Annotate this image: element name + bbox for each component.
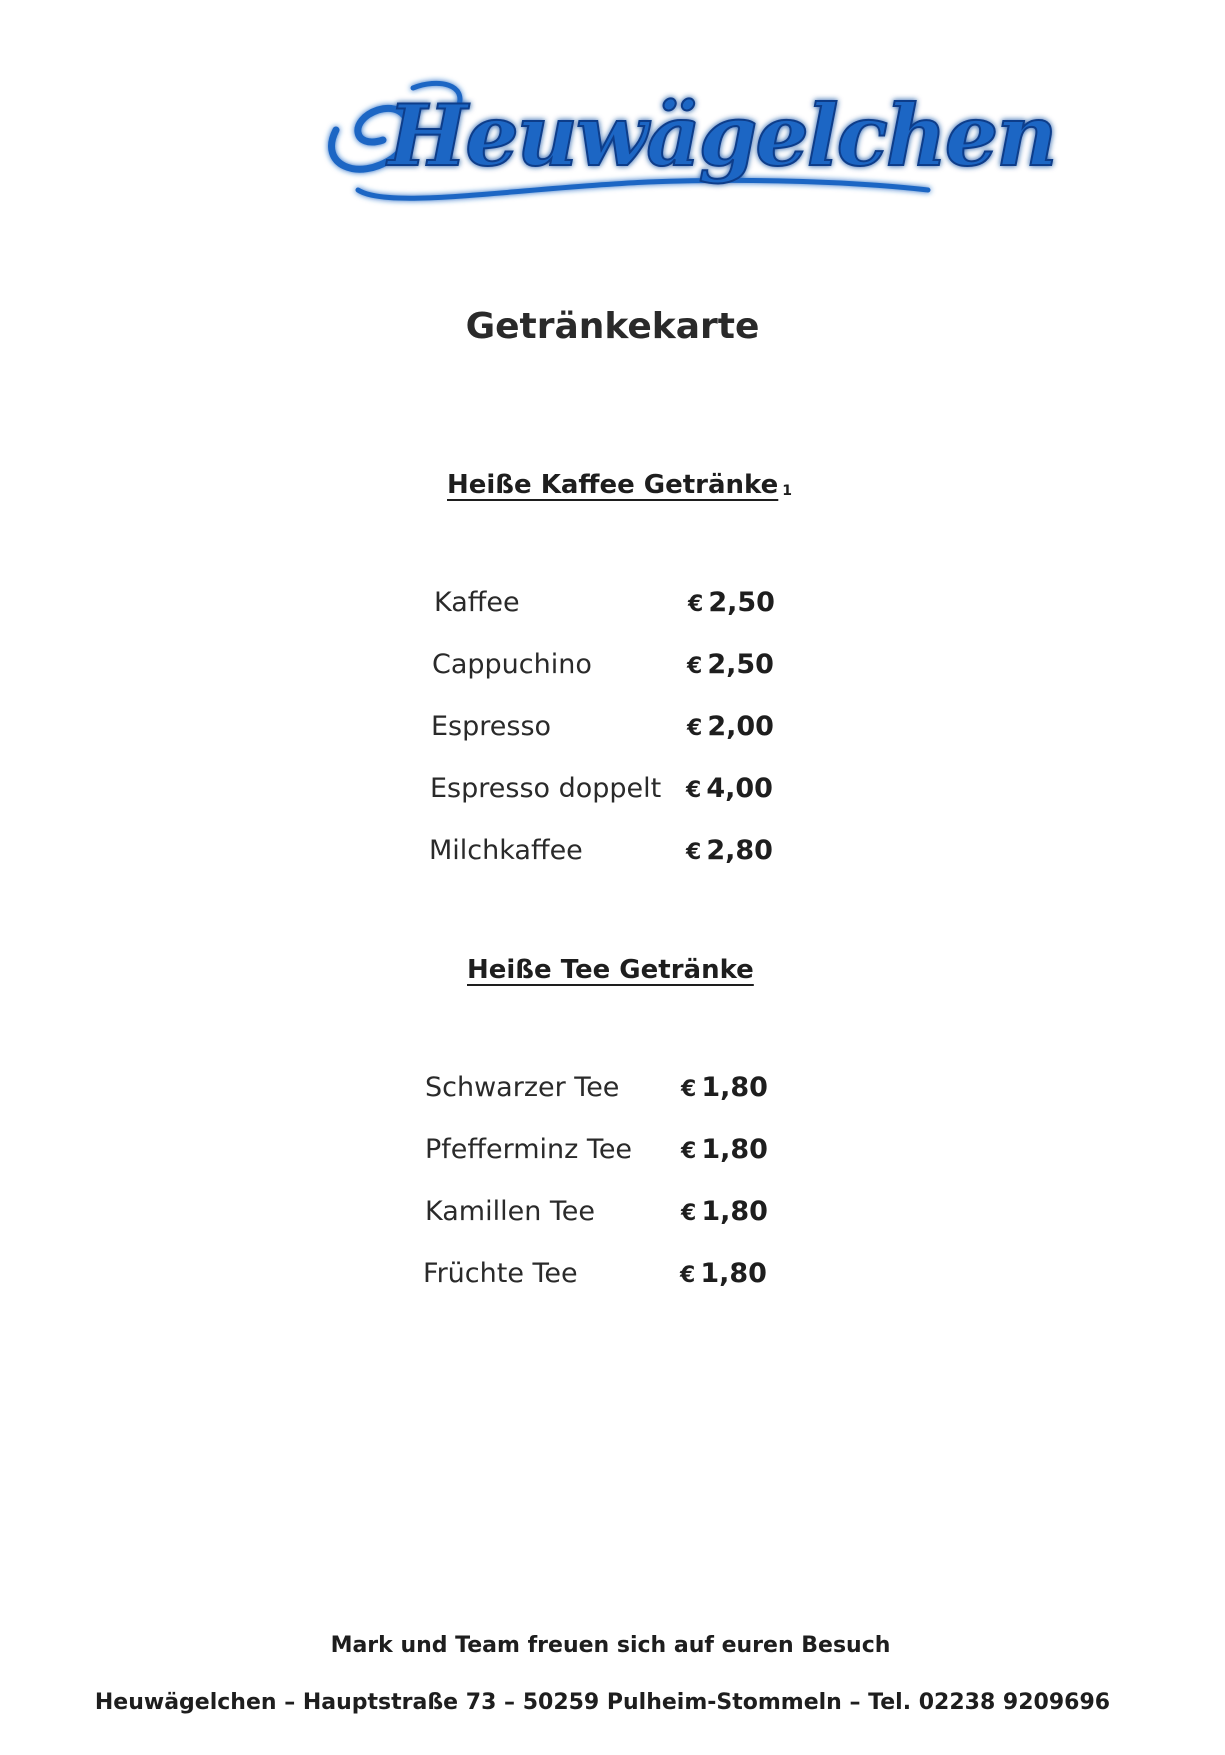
menu-item-name: Espresso	[431, 711, 552, 742]
menu-item	[432, 649, 792, 689]
logo-text: Heuwägelchen	[388, 86, 1056, 185]
page-title: Getränkekarte	[465, 306, 760, 347]
price-value: 1,80	[700, 1258, 767, 1289]
menu-item-price	[681, 1072, 768, 1103]
price-value: 2,50	[708, 587, 775, 618]
footer-greeting: Mark und Team freuen sich auf euren Besuch	[330, 1633, 891, 1658]
currency-symbol: €	[681, 1201, 697, 1226]
section-heading-coffee-text: Heiße Kaffee Getränke	[447, 470, 779, 500]
menu-item	[431, 711, 791, 751]
menu-item-name: Milchkaffee	[429, 835, 583, 866]
menu-item	[434, 587, 794, 627]
brand-logo	[318, 70, 1056, 230]
price-value: 2,00	[707, 711, 774, 742]
menu-item-price	[686, 835, 773, 866]
footnote-marker: 1	[782, 483, 793, 499]
menu-item	[425, 1072, 785, 1112]
price-value: 1,80	[701, 1072, 768, 1103]
menu-item	[425, 1196, 785, 1236]
menu-item	[429, 835, 789, 875]
section-heading-coffee	[447, 470, 792, 500]
currency-symbol: €	[688, 592, 704, 617]
currency-symbol: €	[686, 840, 702, 865]
currency-symbol: €	[681, 1139, 697, 1164]
section-heading-tea-text: Heiße Tee Getränke	[467, 955, 754, 985]
menu-item-price	[687, 711, 774, 742]
menu-item-name: Espresso doppelt	[430, 773, 662, 804]
menu-item-name: Pfefferminz Tee	[425, 1134, 633, 1165]
menu-item-price	[688, 587, 775, 618]
menu-item-name: Früchte Tee	[423, 1258, 578, 1289]
menu-item-price	[687, 649, 774, 680]
menu-item-price	[681, 1196, 768, 1227]
menu-item	[423, 1258, 783, 1298]
currency-symbol: €	[681, 1077, 697, 1102]
currency-symbol: €	[686, 778, 702, 803]
currency-symbol: €	[687, 716, 703, 741]
menu-item-price	[686, 773, 773, 804]
currency-symbol: €	[687, 654, 703, 679]
price-value: 4,00	[706, 773, 773, 804]
menu-item-name: Schwarzer Tee	[425, 1072, 620, 1103]
menu-item-price	[680, 1258, 767, 1289]
menu-item	[430, 773, 790, 813]
menu-item-name: Cappuchino	[432, 649, 592, 680]
price-value: 2,80	[706, 835, 773, 866]
price-value: 1,80	[701, 1196, 768, 1227]
price-value: 2,50	[707, 649, 774, 680]
footer-address: Heuwägelchen – Hauptstraße 73 – 50259 Pulheim-Stommeln – Tel. 02238 9209696	[94, 1690, 1111, 1715]
price-value: 1,80	[701, 1134, 768, 1165]
menu-item-name: Kamillen Tee	[425, 1196, 596, 1227]
currency-symbol: €	[680, 1263, 696, 1288]
menu-item	[425, 1134, 785, 1174]
menu-item-price	[681, 1134, 768, 1165]
menu-item-name: Kaffee	[434, 587, 520, 618]
section-heading-tea	[467, 955, 754, 985]
